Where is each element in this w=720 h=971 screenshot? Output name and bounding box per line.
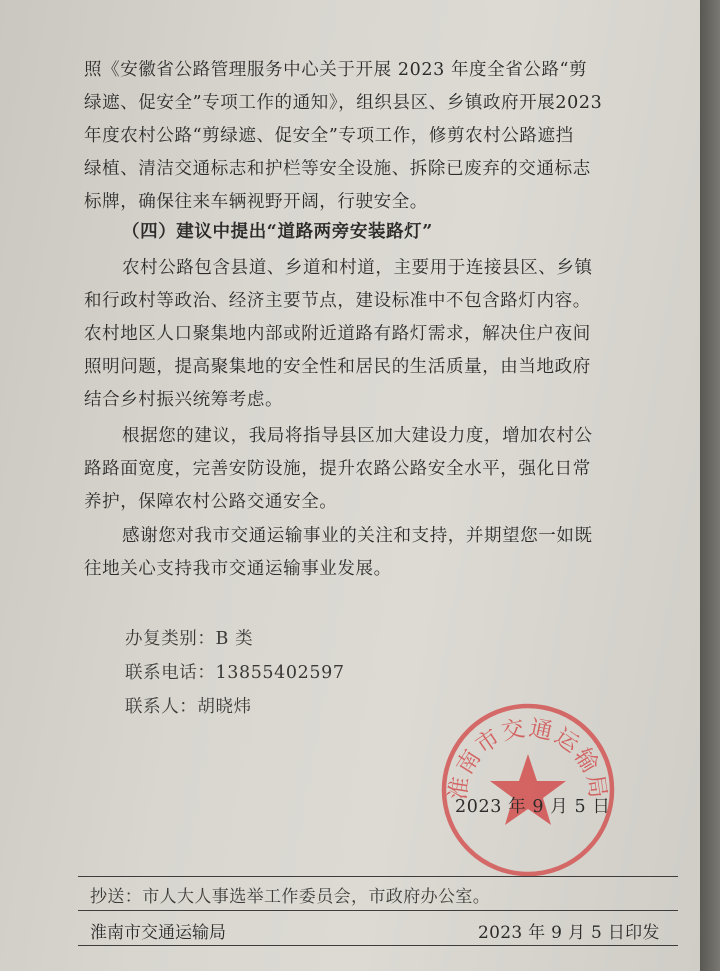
footer-rule-top: [78, 876, 678, 877]
body-line: 农村公路包含县道、乡道和村道，主要用于连接县区、乡镇: [122, 258, 593, 278]
body-line: 根据您的建议，我局将指导县区加大建设力度，增加农村公: [122, 426, 593, 446]
official-seal: [440, 702, 616, 878]
cc-line: 抄送：市人大人事选举工作委员会，市政府办公室。: [90, 887, 491, 907]
body-line: 农村地区人口聚集地内部或附近道路有路灯需求，解决住户夜间: [84, 324, 591, 344]
body-line: 绿遮、促安全”专项工作的通知》，组织县区、乡镇政府开展2023: [84, 93, 603, 113]
body-line: 绿植、清洁交通标志和护栏等安全设施、拆除已废弃的交通标志: [84, 159, 591, 179]
body-line: 结合乡村振兴统筹考虑。: [84, 390, 284, 410]
issuing-office: 淮南市交通运输局: [90, 923, 226, 943]
body-line: 和行政村等政治、经济主要节点，建设标准中不包含路灯内容。: [84, 291, 591, 311]
reply-category: 办复类别：B 类: [125, 629, 254, 649]
contact-phone: 联系电话：13855402597: [125, 663, 345, 683]
body-line: 照明问题，提高聚集地的安全性和居民的生活质量，由当地政府: [84, 357, 591, 377]
body-line: 感谢您对我市交通运输事业的关注和支持，并期望您一如既: [122, 526, 593, 546]
body-line: 养护，保障农村公路交通安全。: [84, 492, 338, 512]
footer-rule-bottom: [78, 945, 678, 946]
body-line: 照《安徽省公路管理服务中心关于开展 2023 年度全省公路“剪: [84, 60, 588, 80]
svg-text:淮南市交通运输局: 淮南市交通运输局: [445, 715, 611, 802]
body-line: 年度农村公路“剪绿遮、促安全”专项工作，修剪农村公路遮挡: [84, 126, 574, 146]
background-surface: [700, 0, 720, 971]
issue-date: 2023 年 9 月 5 日印发: [478, 923, 660, 943]
body-line: 标牌，确保往来车辆视野开阔，行驶安全。: [84, 192, 428, 212]
contact-person: 联系人：胡晓炜: [125, 697, 252, 717]
body-line: 路路面宽度，完善安防设施，提升农路公路安全水平，强化日常: [84, 459, 591, 479]
body-line: 往地关心支持我市交通运输事业发展。: [84, 559, 392, 579]
footer-rule-middle: [78, 910, 678, 911]
signature-date: 2023 年 9 月 5 日: [455, 797, 611, 817]
section-heading: （四）建议中提出“道路两旁安装路灯”: [122, 222, 433, 242]
